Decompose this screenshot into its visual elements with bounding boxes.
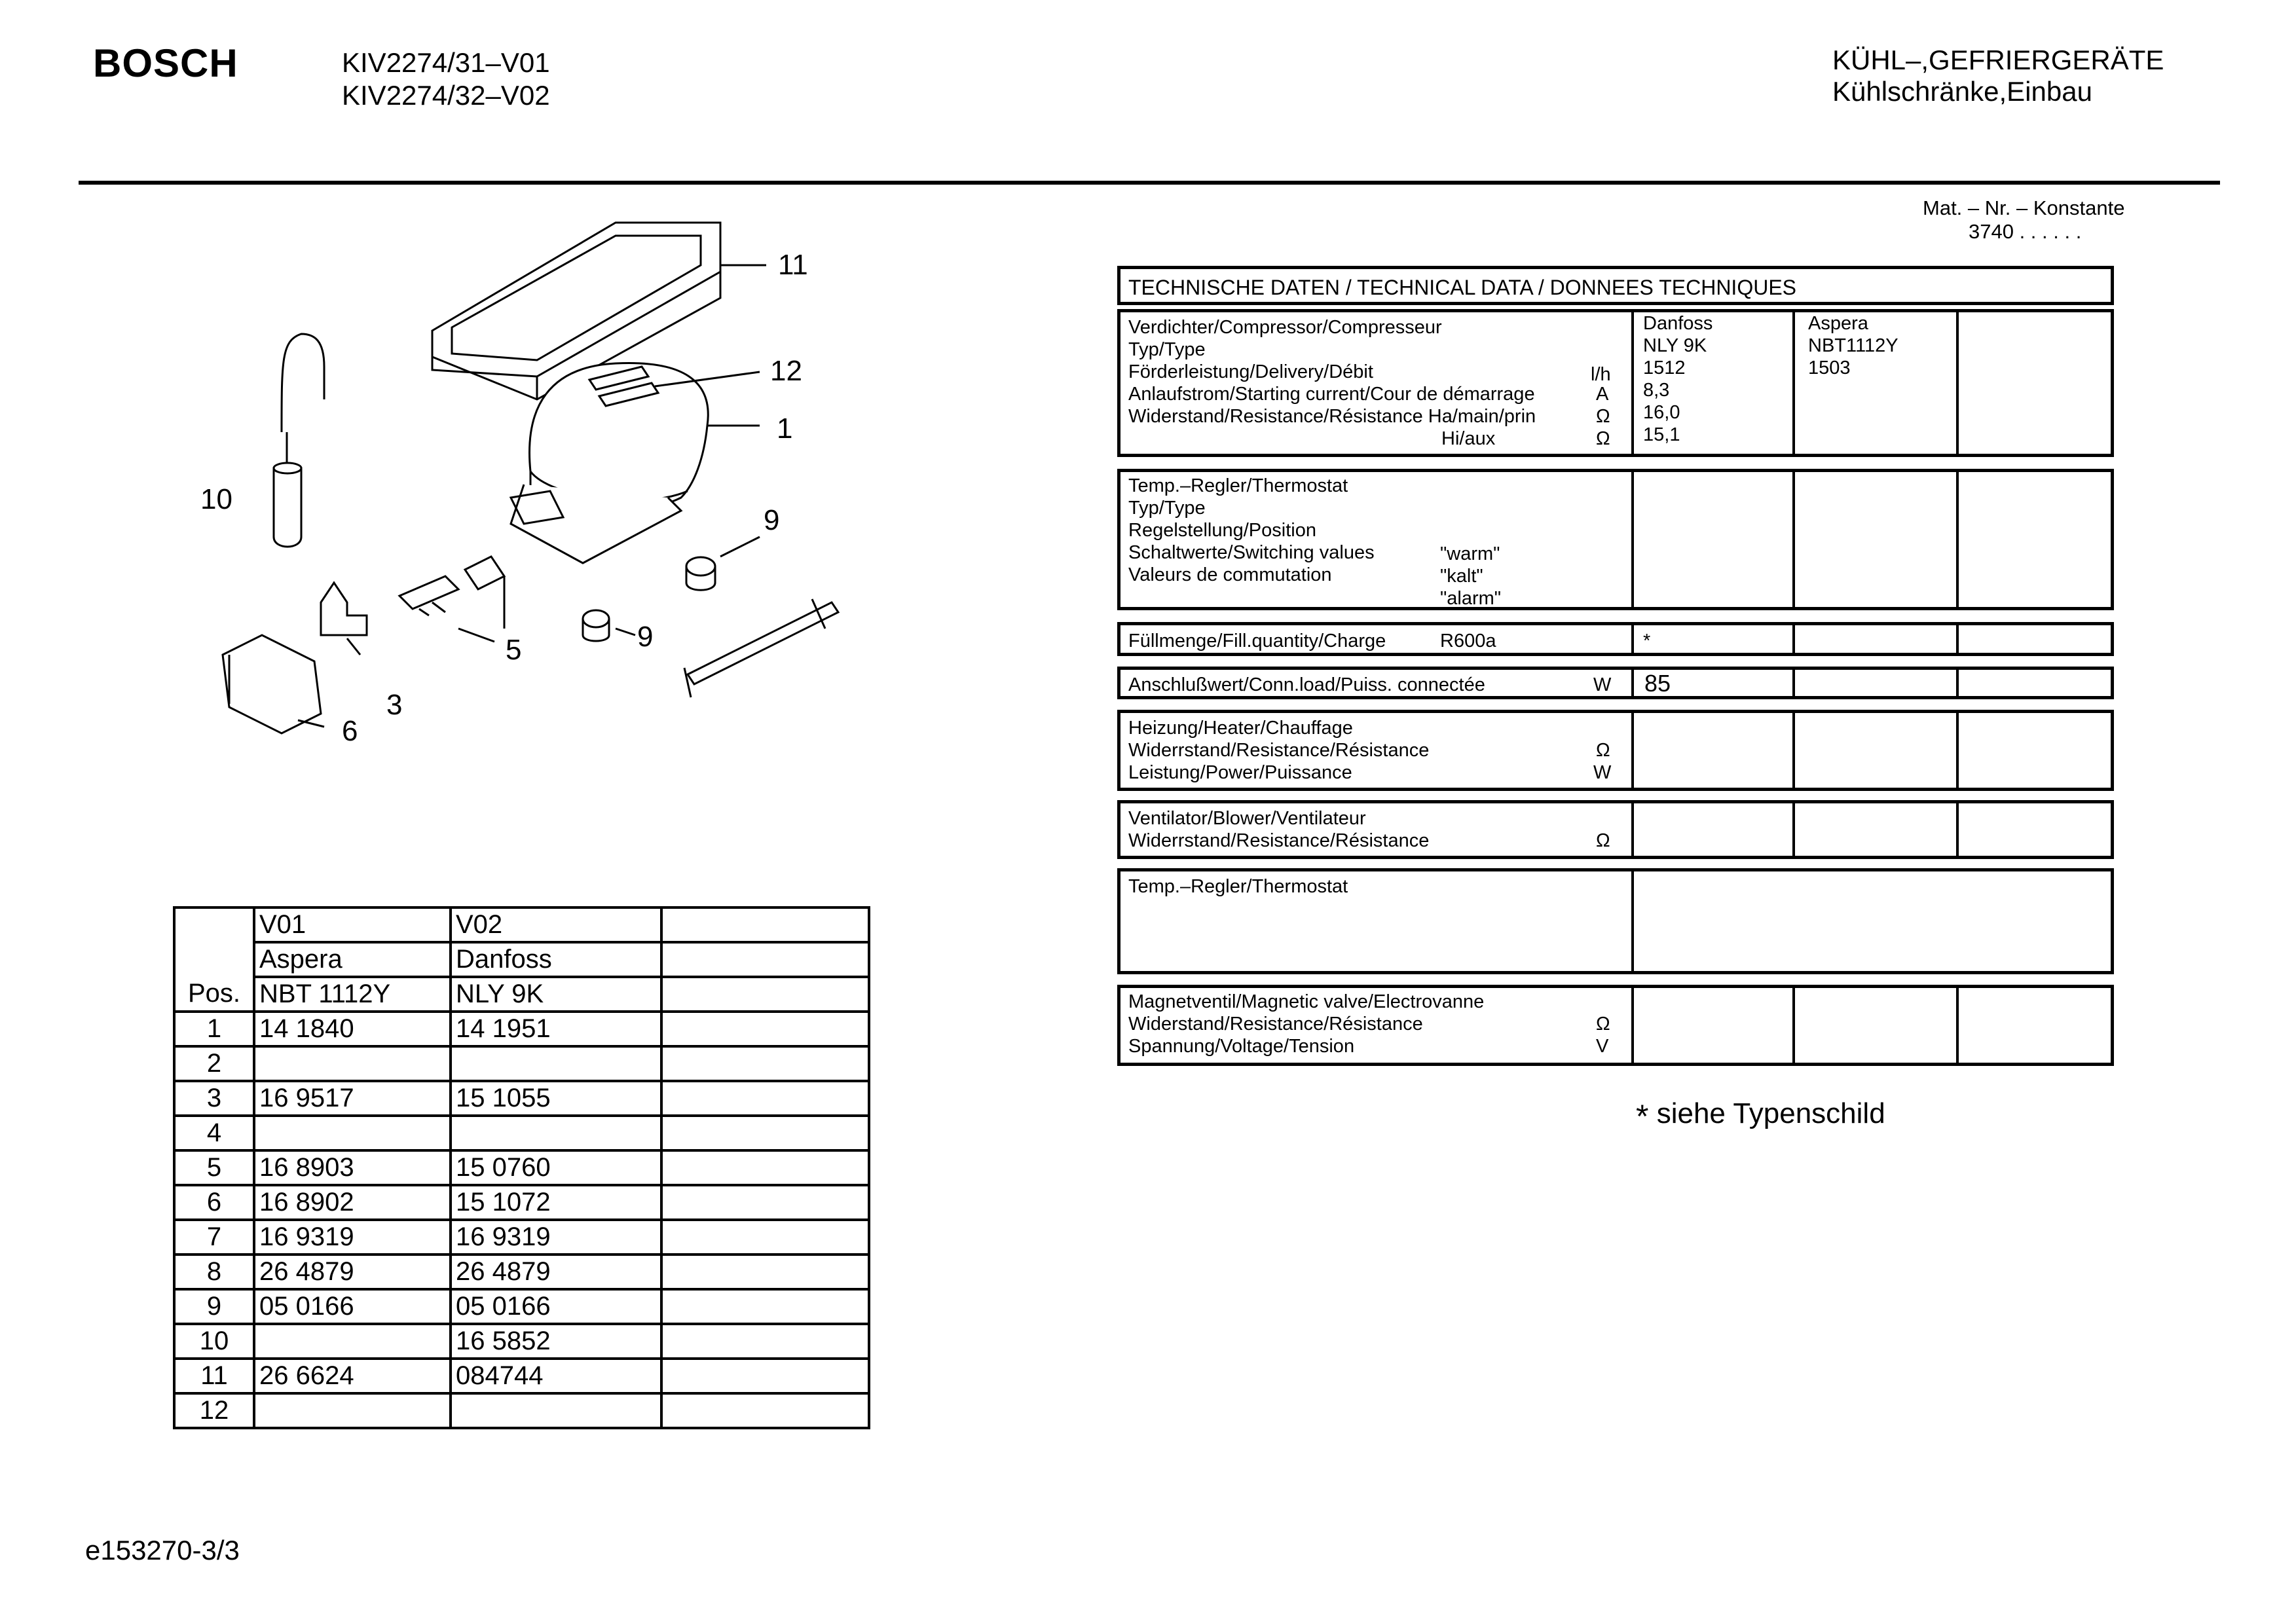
table-row — [174, 1081, 869, 1116]
note-text: siehe Typenschild — [1656, 1097, 1885, 1129]
comp1-maker: Danfoss — [1643, 313, 1713, 334]
row-v02: 084744 — [451, 1359, 661, 1393]
thermostat2-label: Temp.–Regler/Thermostat — [1128, 876, 1348, 897]
row-pos: 8 — [174, 1255, 254, 1289]
unit-lh: l/h — [1591, 364, 1611, 385]
table-row — [174, 1220, 869, 1255]
relay-part — [399, 557, 504, 642]
valve-unit-v: V — [1596, 1036, 1609, 1057]
comp1-type: NLY 9K — [1643, 335, 1707, 356]
delivery-label: Förderleistung/Delivery/Débit — [1128, 361, 1373, 382]
header-rule — [79, 181, 2220, 185]
row-v01: 16 8902 — [254, 1185, 451, 1220]
valve-label: Magnetventil/Magnetic valve/Electrovanne — [1128, 991, 1485, 1012]
row-pos: 6 — [174, 1185, 254, 1220]
table-row — [174, 1393, 869, 1428]
type-label: Typ/Type — [1128, 339, 1206, 360]
version-v01: V01 — [254, 907, 451, 942]
row-v02 — [451, 1046, 661, 1081]
heater-block — [1117, 710, 2114, 791]
row-v01 — [254, 1116, 451, 1150]
row-v02: 14 1951 — [451, 1012, 661, 1046]
comp1-delivery: 1512 — [1643, 357, 1686, 378]
row-v01: 05 0166 — [254, 1289, 451, 1324]
switch-kalt: "kalt" — [1440, 566, 1483, 587]
table-row — [174, 1324, 869, 1359]
heater-unit-w: W — [1593, 762, 1612, 783]
connected-load-block — [1117, 667, 2114, 699]
callout-3: 3 — [386, 689, 403, 721]
category-title: KÜHL–,GEFRIERGERÄTE — [1832, 45, 2164, 75]
table-row — [174, 1359, 869, 1393]
type-v02: NLY 9K — [451, 977, 661, 1012]
blower-resistance-label: Widerrstand/Resistance/Résistance — [1128, 830, 1430, 851]
thermostat-block — [1117, 469, 2114, 610]
thermostat-type-label: Typ/Type — [1128, 498, 1206, 519]
pos-header-label: Pos. — [174, 977, 254, 1012]
refrigerant: R600a — [1440, 631, 1496, 651]
type-v01: NBT 1112Y — [254, 977, 451, 1012]
fill-quantity-label: Füllmenge/Fill.quantity/Charge — [1128, 631, 1386, 651]
comp2-maker: Aspera — [1808, 313, 1868, 334]
document-code: e153270-3/3 — [85, 1535, 240, 1566]
row-v02: 15 0760 — [451, 1150, 661, 1185]
valve-voltage-label: Spannung/Voltage/Tension — [1128, 1036, 1355, 1057]
model-number-2: KIV2274/32–V02 — [342, 80, 550, 111]
model-number-1: KIV2274/31–V01 — [342, 47, 550, 78]
row-pos: 1 — [174, 1012, 254, 1046]
heater-unit-ohm: Ω — [1596, 740, 1610, 761]
callout-1: 1 — [777, 412, 793, 445]
callout-5: 5 — [506, 634, 522, 666]
thermostat-label: Temp.–Regler/Thermostat — [1128, 475, 1348, 496]
table-row — [174, 1116, 869, 1150]
row-v02: 05 0166 — [451, 1289, 661, 1324]
row-v02 — [451, 1116, 661, 1150]
row-pos: 4 — [174, 1116, 254, 1150]
heater-power-label: Leistung/Power/Puissance — [1128, 762, 1352, 783]
blower-unit-ohm: Ω — [1596, 830, 1610, 851]
maker-v01: Aspera — [254, 942, 451, 977]
row-v02: 16 9319 — [451, 1220, 661, 1255]
starting-current-label: Anlaufstrom/Starting current/Cour de démarrage — [1128, 384, 1535, 405]
tech-title-box — [1117, 266, 2114, 305]
note-asterisk: * — [1636, 1098, 1649, 1135]
thermostat2-block — [1117, 868, 2114, 974]
switching-values-label: Schaltwerte/Switching values — [1128, 542, 1375, 563]
blower-label: Ventilator/Blower/Ventilateur — [1128, 808, 1366, 829]
table-row — [174, 1150, 869, 1185]
unit-a: A — [1596, 384, 1609, 405]
row-pos: 5 — [174, 1150, 254, 1185]
capacitor-part — [274, 334, 324, 547]
row-v01 — [254, 1324, 451, 1359]
row-v01: 16 9517 — [254, 1081, 451, 1116]
switch-alarm: "alarm" — [1440, 588, 1502, 609]
comp1-current: 8,3 — [1643, 380, 1670, 401]
row-pos: 11 — [174, 1359, 254, 1393]
comp1-res-aux: 15,1 — [1643, 424, 1680, 445]
row-pos: 3 — [174, 1081, 254, 1116]
row-pos: 9 — [174, 1289, 254, 1324]
row-v01: 16 9319 — [254, 1220, 451, 1255]
brand-logo: BOSCH — [93, 41, 238, 85]
heater-resistance-label: Widerrstand/Resistance/Résistance — [1128, 740, 1430, 761]
valve-resistance-label: Widerstand/Resistance/Résistance — [1128, 1014, 1423, 1035]
row-v02: 26 4879 — [451, 1255, 661, 1289]
row-v02: 16 5852 — [451, 1324, 661, 1359]
callout-6: 6 — [342, 715, 358, 747]
terminal-cover-part — [223, 635, 324, 733]
row-pos: 7 — [174, 1220, 254, 1255]
callout-10: 10 — [200, 483, 232, 515]
row-v01: 26 4879 — [254, 1255, 451, 1289]
compressor-label: Verdichter/Compressor/Compresseur — [1128, 317, 1442, 338]
parts-table — [173, 906, 870, 1429]
thermostat-position-label: Regelstellung/Position — [1128, 520, 1316, 541]
tech-title: TECHNISCHE DATEN / TECHNICAL DATA / DONNEES TECHNIQUES — [1128, 276, 1796, 299]
row-v01: 14 1840 — [254, 1012, 451, 1046]
callout-11: 11 — [778, 249, 808, 281]
row-v02: 15 1072 — [451, 1185, 661, 1220]
row-v01 — [254, 1393, 451, 1428]
row-v02 — [451, 1393, 661, 1428]
connected-load-unit: W — [1593, 674, 1612, 695]
comp2-type: NBT1112Y — [1808, 335, 1898, 356]
valve-block — [1117, 985, 2114, 1066]
blower-block — [1117, 800, 2114, 859]
row-pos: 10 — [174, 1324, 254, 1359]
resistance-main-label: Widerstand/Resistance/Résistance Ha/main/prin — [1128, 406, 1536, 427]
unit-ohm-aux: Ω — [1596, 428, 1610, 449]
row-pos: 12 — [174, 1393, 254, 1428]
unit-ohm-main: Ω — [1596, 406, 1610, 427]
maker-v02: Danfoss — [451, 942, 661, 977]
version-v02: V02 — [451, 907, 661, 942]
row-v02: 15 1055 — [451, 1081, 661, 1116]
exploded-parts-diagram — [183, 210, 891, 773]
comp1-res-main: 16,0 — [1643, 402, 1680, 423]
callout-9b: 9 — [637, 621, 654, 653]
valeurs-commutation-label: Valeurs de commutation — [1128, 564, 1332, 585]
table-row — [174, 1046, 869, 1081]
compressor-part — [511, 363, 760, 563]
grommet-parts — [583, 537, 760, 641]
row-v01: 16 8903 — [254, 1150, 451, 1185]
fill-quantity-value: * — [1643, 631, 1651, 651]
mat-nr-value: 3740 . . . . . . — [1969, 220, 2082, 243]
comp2-delivery: 1503 — [1808, 357, 1851, 378]
category-subtitle: Kühlschränke,Einbau — [1832, 76, 2092, 107]
table-row — [174, 1012, 869, 1046]
table-row — [174, 1185, 869, 1220]
connected-load-label: Anschlußwert/Conn.load/Puiss. connectée — [1128, 674, 1485, 695]
type-plate-note — [1636, 1097, 1885, 1135]
mat-nr-label: Mat. – Nr. – Konstante — [1923, 196, 2125, 219]
valve-unit-ohm: Ω — [1596, 1014, 1610, 1035]
callout-9a: 9 — [764, 504, 780, 536]
compressor-block — [1117, 309, 2114, 457]
resistance-aux-label: Hi/aux — [1441, 428, 1496, 449]
switch-warm: "warm" — [1440, 543, 1500, 564]
mounting-rail-part — [684, 599, 838, 697]
fill-quantity-block — [1117, 622, 2114, 656]
table-row — [174, 1255, 869, 1289]
heater-label: Heizung/Heater/Chauffage — [1128, 718, 1353, 739]
row-pos: 2 — [174, 1046, 254, 1081]
connected-load-value: 85 — [1644, 670, 1671, 697]
row-v01: 26 6624 — [254, 1359, 451, 1393]
row-v01 — [254, 1046, 451, 1081]
starter-part — [321, 583, 367, 655]
pos-header-top — [174, 907, 254, 942]
callout-12: 12 — [770, 355, 802, 387]
table-row — [174, 1289, 869, 1324]
